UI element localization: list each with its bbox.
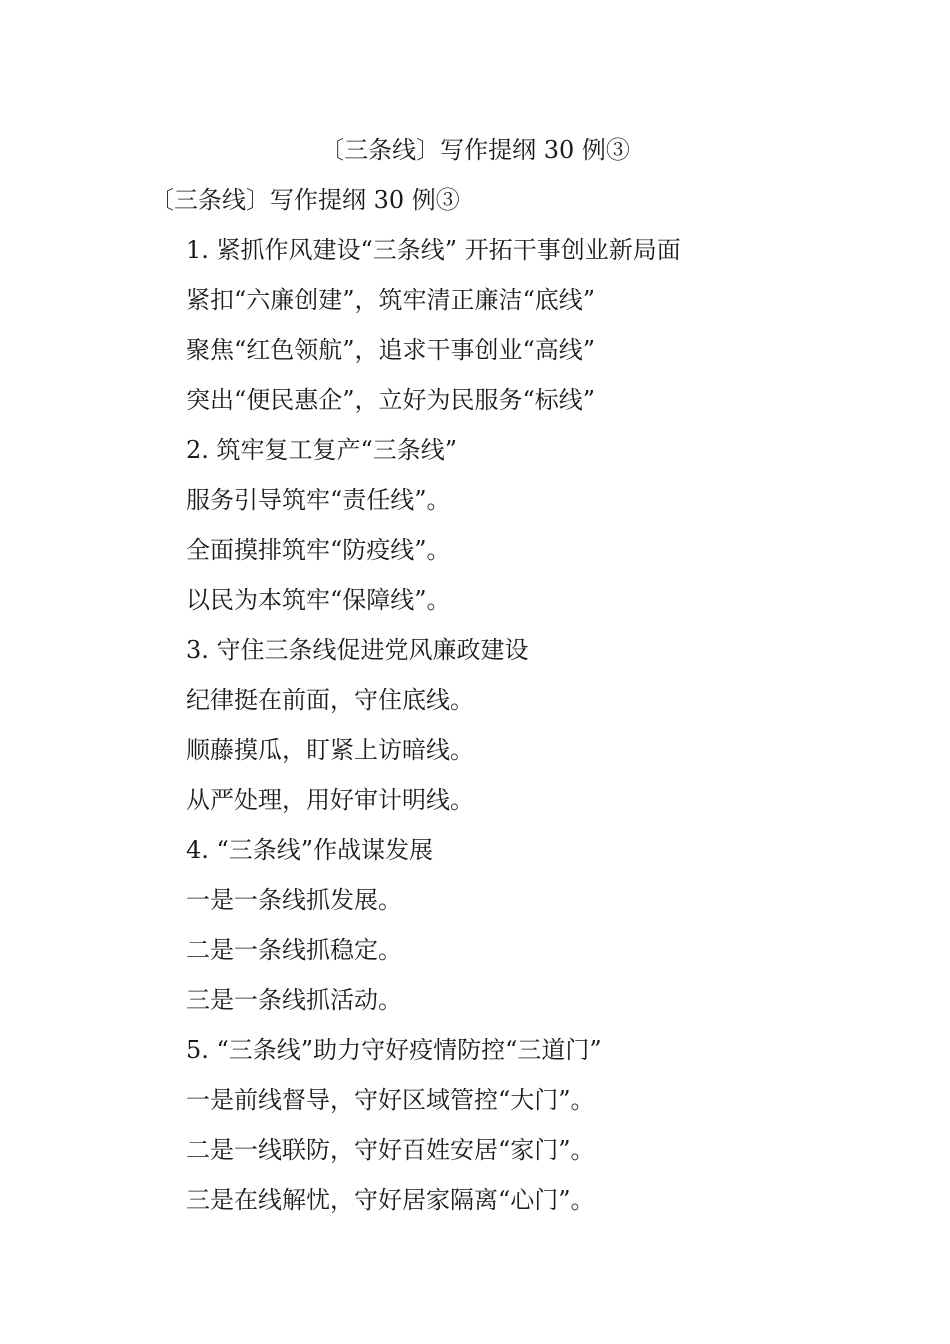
text-line: 二是一条线抓稳定。 (186, 936, 402, 964)
heading-4: 4. “三条线”作战谋发展 (186, 836, 434, 864)
text-line: 三是一条线抓活动。 (186, 986, 402, 1014)
text-line: 紧扣“六廉创建”，筑牢清正廉洁“底线” (186, 286, 596, 314)
heading-2: 2. 筑牢复工复产“三条线” (186, 436, 458, 464)
document-title: 〔三条线〕写作提纲 30 例③ (320, 136, 630, 164)
heading-1: 1. 紧抓作风建设“三条线” 开拓干事创业新局面 (186, 236, 681, 264)
text-line: 三是在线解忧，守好居家隔离“心门”。 (186, 1186, 595, 1214)
document-subtitle: 〔三条线〕写作提纲 30 例③ (150, 186, 460, 214)
text-line: 以民为本筑牢“保障线”。 (186, 586, 451, 614)
text-line: 纪律挺在前面，守住底线。 (186, 686, 474, 714)
text-line: 服务引导筑牢“责任线”。 (186, 486, 451, 514)
text-line: 聚焦“红色领航”，追求干事创业“高线” (186, 336, 596, 364)
text-line: 一是一条线抓发展。 (186, 886, 402, 914)
text-line: 二是一线联防，守好百姓安居“家门”。 (186, 1136, 595, 1164)
text-line: 突出“便民惠企”，立好为民服务“标线” (186, 386, 596, 414)
text-line: 顺藤摸瓜，盯紧上访暗线。 (186, 736, 474, 764)
text-line: 从严处理，用好审计明线。 (186, 786, 474, 814)
heading-5: 5. “三条线”助力守好疫情防控“三道门” (186, 1036, 602, 1064)
document-body (186, 228, 681, 1228)
text-line: 一是前线督导，守好区域管控“大门”。 (186, 1086, 595, 1114)
heading-3: 3. 守住三条线促进党风廉政建设 (186, 636, 529, 664)
text-line: 全面摸排筑牢“防疫线”。 (186, 536, 451, 564)
